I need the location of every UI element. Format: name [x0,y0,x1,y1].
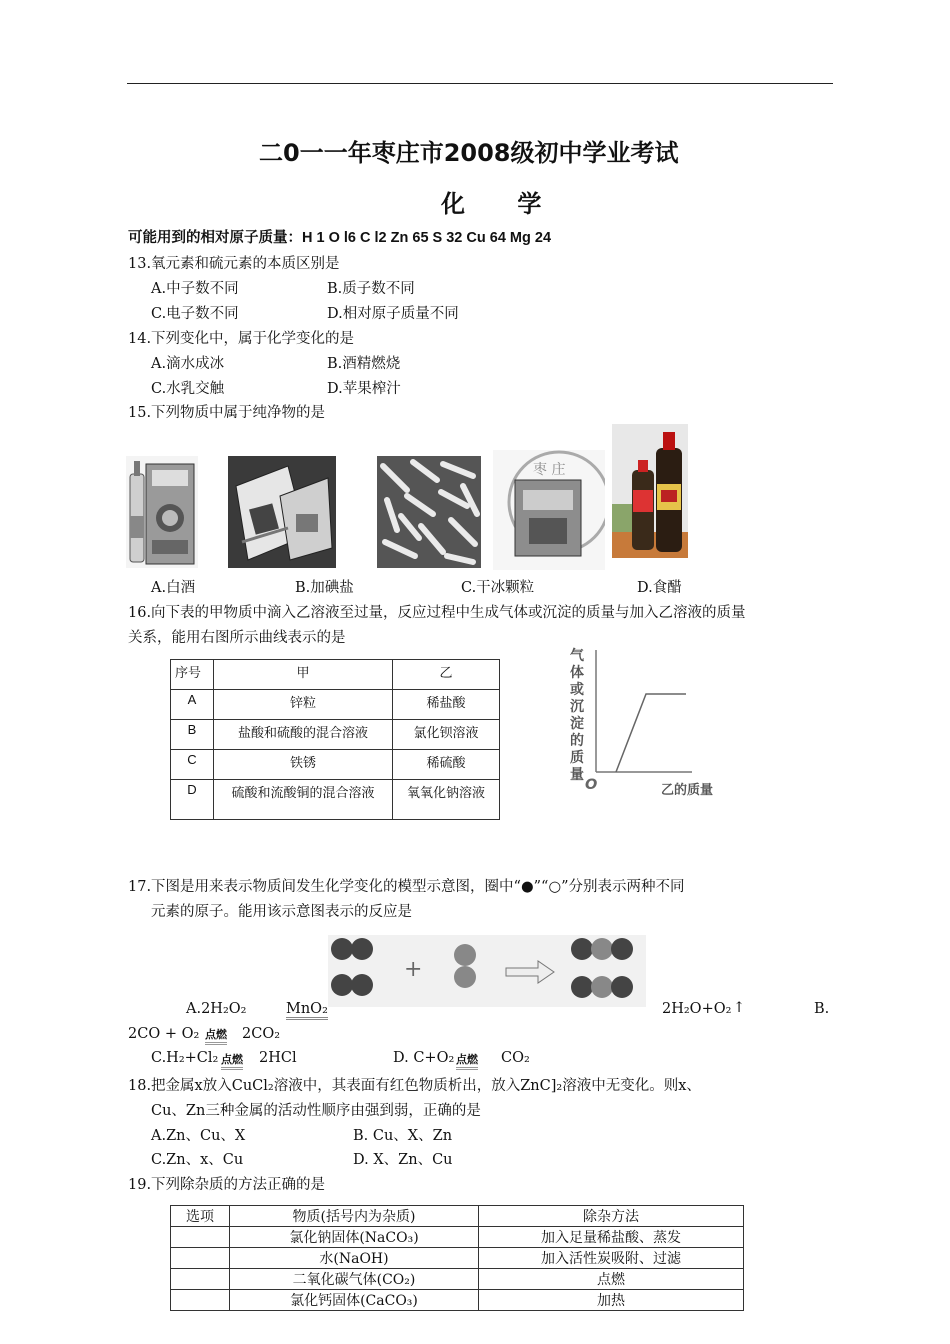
q13-option-c: C.电子数不同 [151,306,239,322]
q15-option-d: D.食醋 [637,580,682,596]
table-cell [171,1227,230,1248]
q17-option-b-label: B. [814,1001,830,1017]
q18-stem-line1: 18.把金属x放入CuCl₂溶液中，其表面有红色物质析出，放入ZnC]₂溶液中无变化。则x、 [128,1078,701,1094]
q15-option-c: C.干冰颗粒 [461,580,535,596]
q14-option-a: A.滴水成冰 [151,356,225,372]
q17-option-a-left: A.2H₂O₂ [186,1001,247,1017]
q17-stem-line1: 17.下图是用来表示物质间发生化学变化的模型示意图，圈中“●”“○”分别表示两种不同 [128,879,685,895]
q18-option-b: B. Cu、X、Zn [353,1128,453,1144]
q16-table [170,659,500,820]
q17-option-d-condition: 点燃 [456,1051,478,1070]
table-row [171,750,500,780]
vinegar-bottles-photo [612,424,688,558]
q18-option-c: C.Zn、x、Cu [151,1152,244,1168]
q14-option-d: D.苹果榨汁 [327,381,401,397]
q15-stem: 15.下列物质中属于纯净物的是 [128,405,326,421]
svg-text:枣 庄: 枣 庄 [533,462,566,478]
table-cell: 加入活性炭吸附、过滤 [479,1248,744,1269]
q17-option-d-product: CO₂ [501,1050,530,1066]
subject-title: 化 学 [441,190,564,218]
table-cell: B [171,720,214,750]
table-cell: 锌粒 [214,690,393,720]
graph-axes [594,650,694,776]
q17-option-c-condition: 点燃 [221,1051,243,1070]
vinegar-bag-photo [493,450,605,570]
q13-option-a: A.中子数不同 [151,281,239,297]
table-cell: 硫酸和流酸铜的混合溶液 [214,780,393,820]
table-cell: 盐酸和硫酸的混合溶液 [214,720,393,750]
graph-x-label: 乙的质量 [661,783,714,798]
liquor-photo [126,456,198,568]
table-cell: 铁锈 [214,750,393,780]
exam-title: 二0一一年枣庄市2008级初中学业考试 [259,139,679,167]
table-row [171,690,500,720]
q18-option-d: D. X、Zn、Cu [353,1152,453,1168]
q18-option-a: A.Zn、Cu、X [151,1128,246,1144]
table-cell [171,1269,230,1290]
table-cell: A [171,690,214,720]
table-cell [171,1248,230,1269]
table-cell: 点燃 [479,1269,744,1290]
table-cell [171,1290,230,1311]
table-header-row [171,660,500,690]
q17-option-b-product: 2CO₂ [242,1026,281,1042]
table-row [171,780,500,820]
q13-option-b: B.质子数不同 [327,281,415,297]
q17-option-c-left: C.H₂+Cl₂ [151,1050,219,1066]
table-row [171,720,500,750]
table-header-cell: 乙 [393,660,500,690]
graph-y-label: 气体或沉淀的质量 [570,648,584,783]
table-cell: 氯化钙固体(CaCO₃) [230,1290,479,1311]
table-cell: 稀硫酸 [393,750,500,780]
table-cell: 氯化钠固体(NaCO₃) [230,1227,479,1248]
reaction-model-diagram [328,935,646,1007]
q13-stem: 13.氧元素和硫元素的本质区别是 [128,256,340,272]
table-cell: C [171,750,214,780]
table-row [171,1290,744,1311]
table-cell: 稀盐酸 [393,690,500,720]
table-header-cell: 物质(括号内为杂质) [230,1206,479,1227]
graph-origin: O [585,777,598,793]
q17-option-d-left: D. C+O₂ [393,1050,455,1066]
q14-option-c: C.水乳交触 [151,381,225,397]
table-row [171,1269,744,1290]
table-header-cell: 甲 [214,660,393,690]
table-cell: D [171,780,214,820]
gas-arrow-icon: ↑ [733,1000,746,1016]
table-cell: 水(NaOH) [230,1248,479,1269]
q18-stem-line2: Cu、Zn三种金属的活动性顺序由强到弱，正确的是 [151,1103,481,1119]
q14-stem: 14.下列变化中，属于化学变化的是 [128,331,355,347]
q15-option-b: B.加碘盐 [295,580,354,596]
q15-option-a: A.白酒 [151,580,196,596]
q19-table [170,1205,744,1311]
q13-option-d: D.相对原子质量不同 [327,306,459,322]
table-header-cell: 序号 [171,660,214,690]
q17-option-b-condition: 点燃 [205,1026,227,1045]
header-rule [127,83,833,84]
dry-ice-photo [377,456,481,568]
q14-option-b: B.酒精燃烧 [327,356,401,372]
plus-sign: + [404,957,423,982]
q19-stem: 19.下列除杂质的方法正确的是 [128,1177,326,1193]
q17-stem-line2: 元素的原子。能用该示意图表示的反应是 [151,904,412,920]
molecule-model [328,935,646,1007]
table-cell: 氯化钡溶液 [393,720,500,750]
table-cell: 二氧化碳气体(CO₂) [230,1269,479,1290]
table-header-row [171,1206,744,1227]
q17-option-a-condition: MnO₂ [286,1001,328,1020]
atomic-masses: 可能用到的相对原子质量：H 1 O l6 C l2 Zn 65 S 32 Cu 64 Mg 24 [128,230,552,246]
table-cell: 氧氧化钠溶液 [393,780,500,820]
q16-stem-line2: 关系，能用右图所示曲线表示的是 [128,630,346,646]
q16-stem-line1: 16.向下表的甲物质中滴入乙溶液至过量，反应过程中生成气体或沉淀的质量与加入乙溶液的质量 [128,605,746,621]
table-row [171,1227,744,1248]
table-cell: 加热 [479,1290,744,1311]
table-header-cell: 除杂方法 [479,1206,744,1227]
q17-option-a-right: 2H₂O+O₂ [662,1001,732,1017]
q17-option-b-equation: 2CO + O₂ [128,1026,200,1042]
table-row [171,1248,744,1269]
q17-option-c-product: 2HCl [259,1050,297,1066]
table-header-cell: 选项 [171,1206,230,1227]
table-cell: 加入足量稀盐酸、蒸发 [479,1227,744,1248]
iodized-salt-photo [228,456,336,568]
